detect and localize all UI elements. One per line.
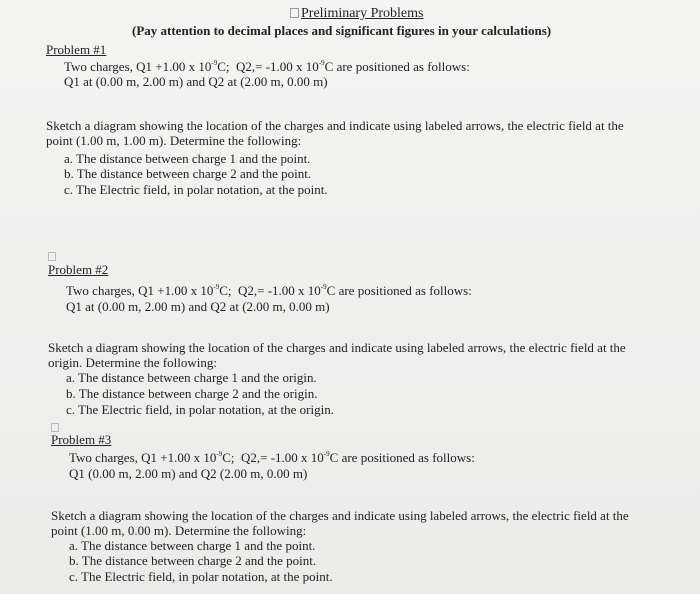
problem-2-positions: Q1 at (0.00 m, 2.00 m) and Q2 at (2.00 m, 0.00 m) — [66, 299, 330, 314]
q2-exponent: -9 — [318, 59, 325, 67]
problem-3-heading: Problem #3 — [51, 432, 112, 447]
page-subtitle: (Pay attention to decimal places and significant figures in your calculations) — [132, 23, 552, 38]
problem-2-item-c: c. The Electric field, in polar notation, at the origin. — [66, 402, 334, 417]
problem-1-sketch-line2: point (1.00 m, 1.00 m). Determine the following: — [46, 133, 302, 148]
q1-unit: C; — [222, 450, 235, 465]
q1-unit: C; — [217, 59, 230, 74]
q1-text: Two charges, Q1 +1.00 x 10 — [66, 283, 214, 298]
problem-3-item-c: c. The Electric field, in polar notation, at the point. — [69, 569, 333, 584]
q1-exponent: -9 — [211, 59, 218, 67]
q1-exponent: -9 — [216, 450, 223, 458]
problem-1-heading: Problem #1 — [46, 42, 107, 57]
problem-2-charges — [66, 283, 472, 298]
problem-1-charges — [64, 59, 470, 74]
problem-2-sketch-line2: origin. Determine the following: — [48, 355, 217, 370]
q2-unit: C are positioned as follows: — [329, 450, 475, 465]
q1-text: Two charges, Q1 +1.00 x 10 — [64, 59, 212, 74]
problem-2-item-a: a. The distance between charge 1 and the origin. — [66, 370, 317, 385]
problem-3-item-b: b. The distance between charge 2 and the point. — [69, 553, 317, 568]
problem-1-item-b: b. The distance between charge 2 and the point. — [64, 166, 312, 181]
problem-3-positions: Q1 (0.00 m, 2.00 m) and Q2 (2.00 m, 0.00 m) — [69, 466, 308, 481]
q1-unit: C; — [219, 283, 232, 298]
problem-3-charges — [69, 450, 475, 465]
problem-3-sketch-line2: point (1.00 m, 0.00 m). Determine the following: — [51, 523, 307, 538]
problem-1-item-a: a. The distance between charge 1 and the point. — [64, 151, 311, 166]
problem-1-positions: Q1 at (0.00 m, 2.00 m) and Q2 at (2.00 m, 0.00 m) — [64, 74, 328, 89]
q2-exponent: -9 — [323, 450, 330, 458]
q2-text: Q2,= -1.00 x 10 — [241, 450, 324, 465]
page-title — [290, 6, 424, 21]
checkbox-icon — [290, 8, 299, 18]
problem-1-item-c: c. The Electric field, in polar notation, at the point. — [64, 182, 328, 197]
q2-text: Q2,= -1.00 x 10 — [238, 283, 321, 298]
problem-3-item-a: a. The distance between charge 1 and the point. — [69, 538, 316, 553]
problem-2-item-b: b. The distance between charge 2 and the origin. — [66, 386, 318, 401]
problem-2-heading: Problem #2 — [48, 262, 109, 277]
q2-text: Q2,= -1.00 x 10 — [236, 59, 319, 74]
q1-text: Two charges, Q1 +1.00 x 10 — [69, 450, 217, 465]
problem-2-sketch-line1: Sketch a diagram showing the location of the charges and indicate using labeled arrows, the electric field at the — [48, 340, 626, 355]
q1-exponent: -9 — [213, 283, 220, 291]
page-title-text: Preliminary Problems — [301, 6, 424, 21]
problem-3-sketch-line1: Sketch a diagram showing the location of the charges and indicate using labeled arrows, the electric field at the — [51, 508, 629, 523]
q2-exponent: -9 — [320, 283, 327, 291]
problem-1-sketch-line1: Sketch a diagram showing the location of the charges and indicate using labeled arrows, the electric field at the — [46, 118, 624, 133]
q2-unit: C are positioned as follows: — [324, 59, 470, 74]
q2-unit: C are positioned as follows: — [326, 283, 472, 298]
